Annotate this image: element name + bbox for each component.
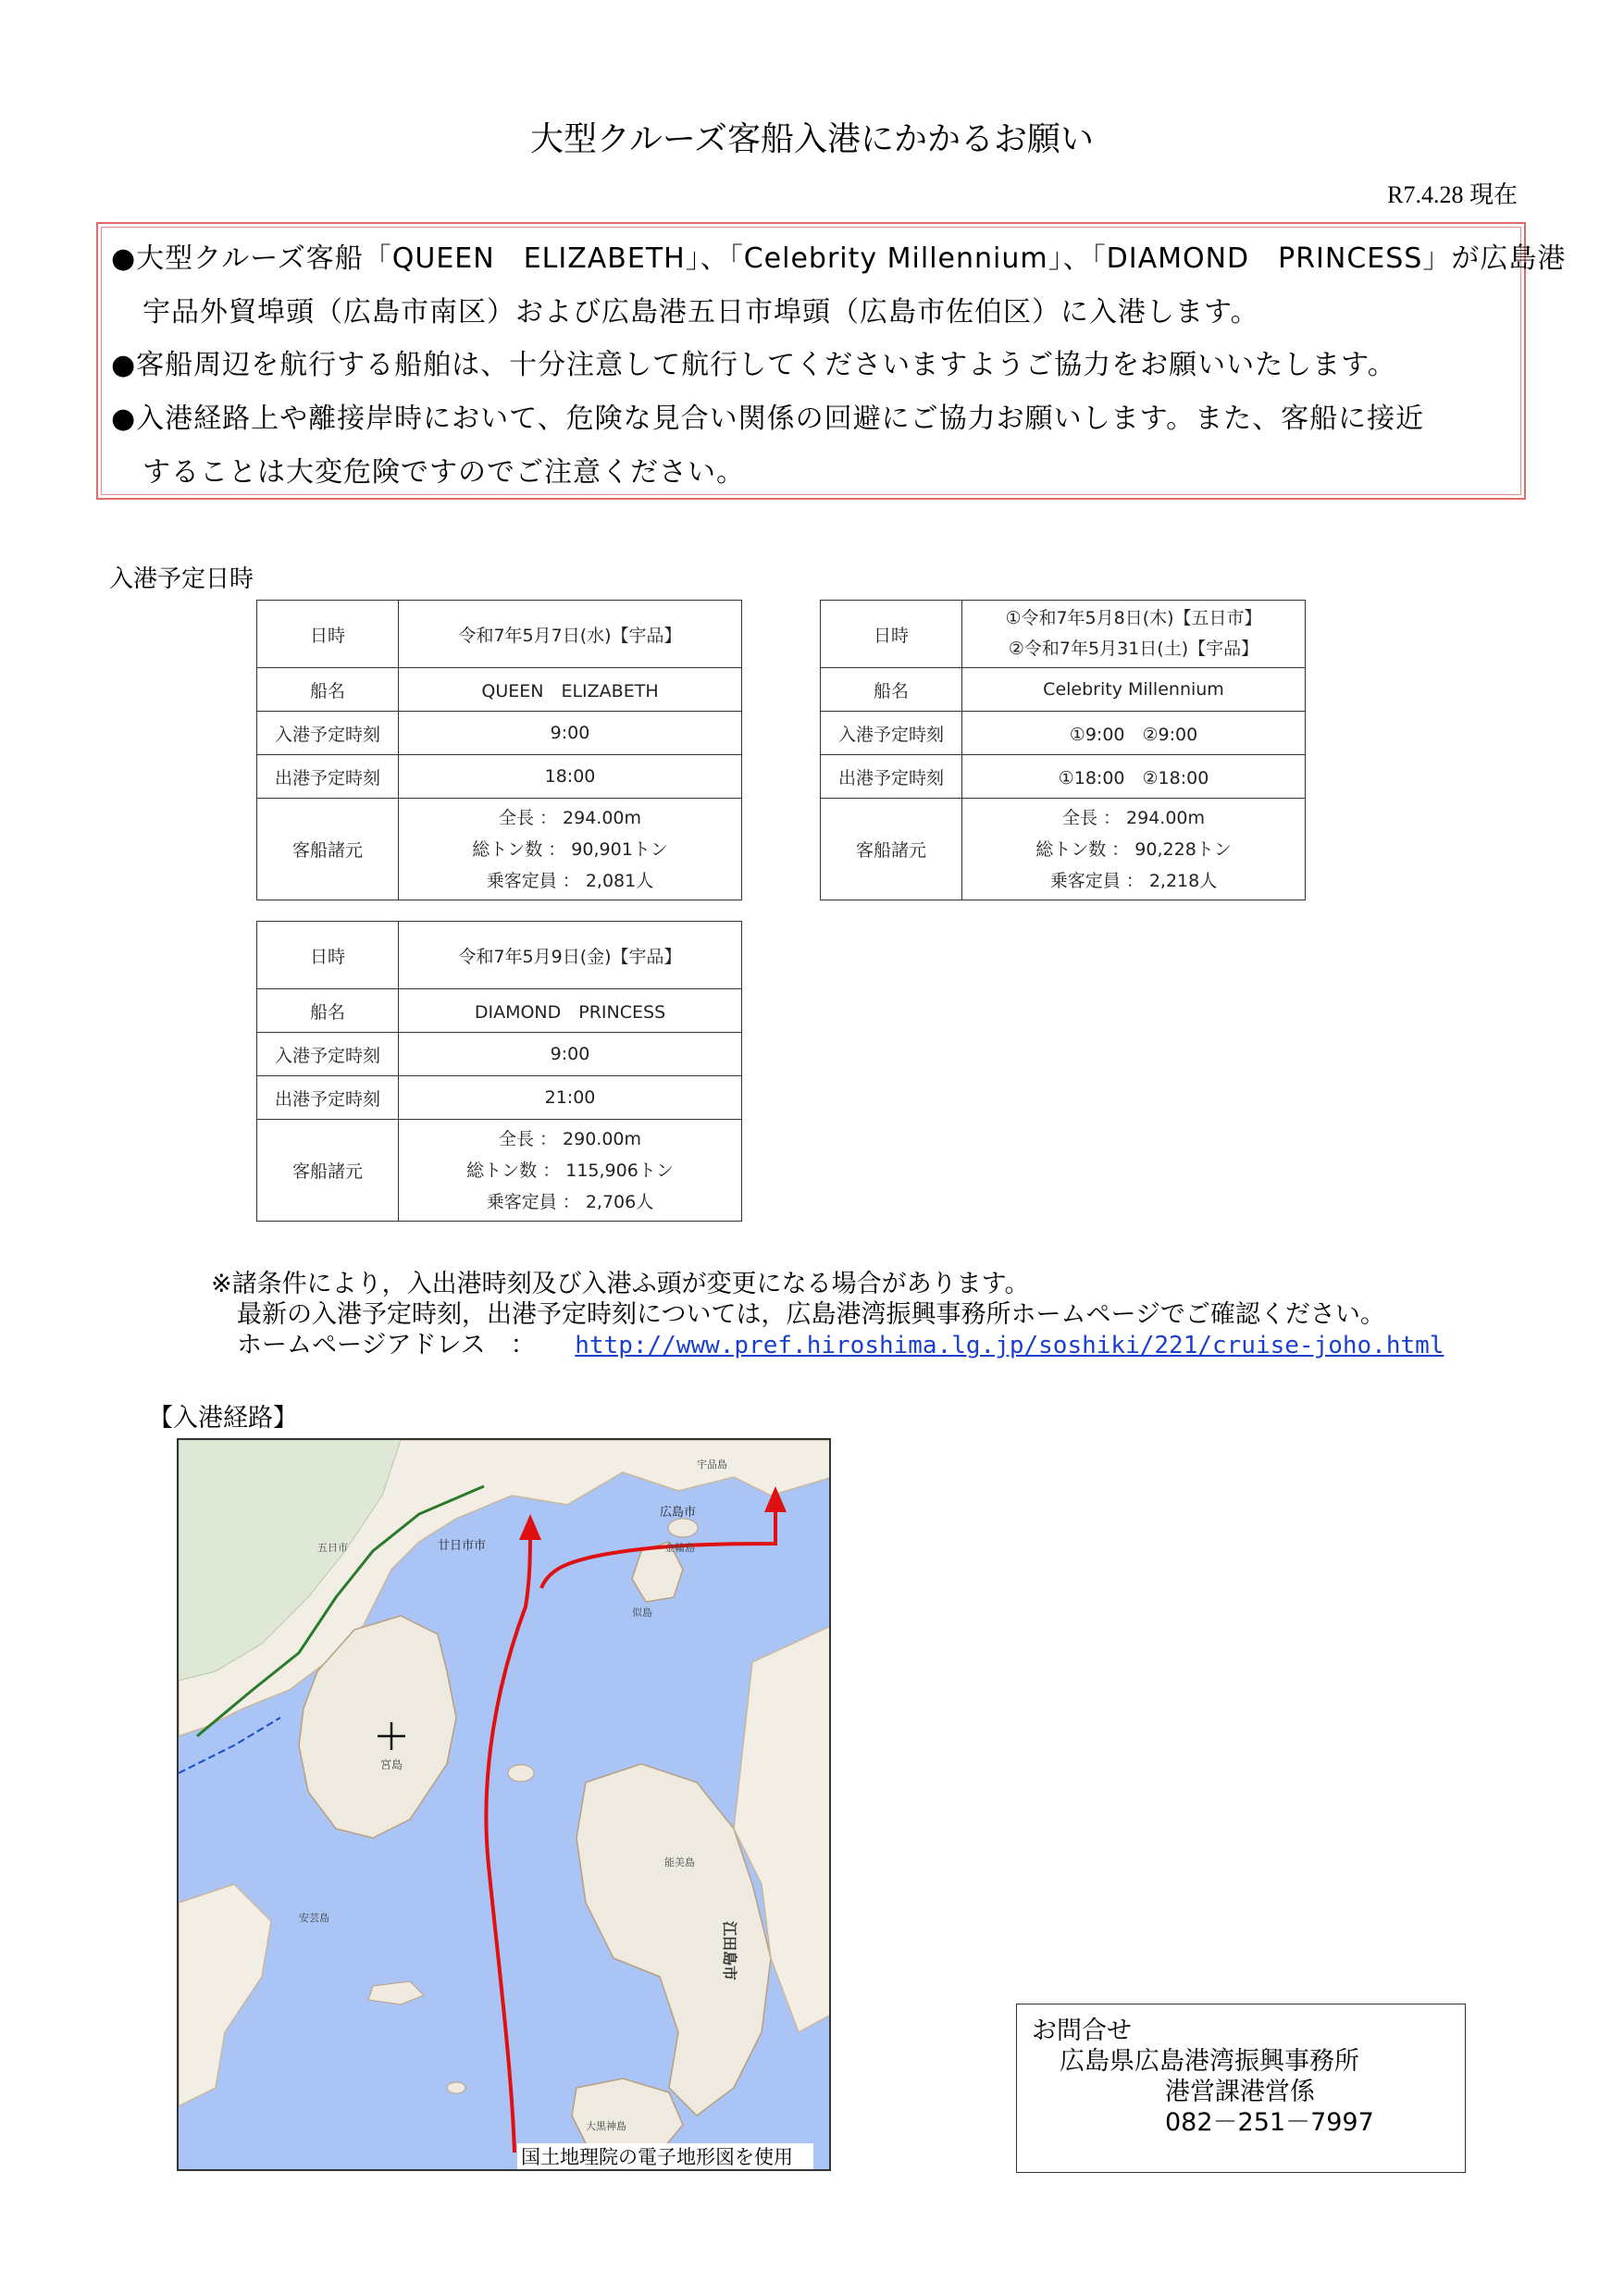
notice-line-4: ●入港経路上や離接岸時において、危険な見合い関係の回避にご協力お願いします。また、客船に接近	[111, 403, 1425, 435]
ship-arrival: ①9:00 ②9:00	[962, 712, 1306, 755]
ship-date: 令和7年5月9日(金)【宇品】	[399, 922, 742, 989]
ship-capacity: 乗客定員 ： 2,706人	[486, 1191, 654, 1212]
notice-line-5: することは大変危険ですのでご注意ください。	[143, 456, 745, 489]
ship-departure: ①18:00 ②18:00	[962, 755, 1306, 799]
ship-date: 令和7年5月7日(水)【宇品】	[399, 601, 742, 668]
ship-date	[962, 601, 1306, 668]
row-label-departure: 出港予定時刻	[257, 755, 399, 799]
ship-specs	[399, 799, 742, 900]
row-label-arrival: 入港予定時刻	[257, 1033, 399, 1076]
note-line-2: 最新の入港予定時刻，出港予定時刻については，広島港湾振興事務所ホームページでご確認ください。	[237, 1300, 1385, 1329]
map-credit: 国土地理院の電子地形図を使用	[521, 2146, 793, 2168]
row-label-ship: 船名	[257, 989, 399, 1033]
ship-date-line-2: ②令和7年5月31日(土)【宇品】	[1008, 639, 1259, 659]
ship-specs	[399, 1120, 742, 1222]
page-title: 大型クルーズ客船入港にかかるお願い	[529, 120, 1095, 158]
schedule-table-diamond-princess	[256, 921, 742, 1222]
as-of-date: R7.4.28 現在	[1387, 181, 1518, 208]
ship-name: Celebrity Millennium	[962, 668, 1306, 712]
ship-length: 全長 ： 294.00m	[498, 807, 642, 828]
ship-departure: 21:00	[399, 1076, 742, 1120]
map-label-yasaka: 安芸島	[299, 1912, 329, 1924]
ship-name: DIAMOND PRINCESS	[399, 989, 742, 1033]
notice-line-2: 宇品外貿埠頭（広島市南区）および広島港五日市埠頭（広島市佐伯区）に入港します。	[143, 296, 1259, 329]
contact-dept: 港営課港営係	[1165, 2078, 1315, 2106]
homepage-label: ホームページアドレス ：	[237, 1331, 536, 1359]
small-island	[508, 1765, 534, 1781]
homepage-link[interactable]: http://www.pref.hiroshima.lg.jp/soshiki/221/cruise-joho.html	[575, 1332, 1444, 1359]
note-line-3	[237, 1324, 1444, 1360]
ship-length: 全長 ： 290.00m	[498, 1128, 642, 1149]
row-label-ship: 船名	[257, 668, 399, 712]
note-line-1: ※諸条件により，入出港時刻及び入港ふ頭が変更になる場合があります。	[211, 1270, 1030, 1298]
row-label-specs: 客船諸元	[821, 799, 962, 900]
schedule-table-queen-elizabeth	[256, 600, 742, 900]
row-label-arrival: 入港予定時刻	[821, 712, 962, 755]
row-label-departure: 出港予定時刻	[257, 1076, 399, 1120]
map-label-hatsukaichi: 廿日市市	[438, 1539, 487, 1553]
map-label-hiroshima: 広島市	[660, 1506, 697, 1520]
contact-box	[1016, 2004, 1466, 2173]
map-label-ujina: 宇品島	[697, 1458, 727, 1471]
route-map-svg	[179, 1440, 831, 2171]
map-label-ogakijima: 大黒神島	[586, 2120, 626, 2132]
ship-arrival: 9:00	[399, 1033, 742, 1076]
small-island	[447, 2082, 465, 2093]
contact-org: 広島県広島港湾振興事務所	[1060, 2047, 1359, 2076]
ship-departure: 18:00	[399, 755, 742, 799]
row-label-date: 日時	[257, 922, 399, 989]
ship-length: 全長 ： 294.00m	[1061, 807, 1206, 828]
row-label-ship: 船名	[821, 668, 962, 712]
map-label-kanawajima: 金輪島	[664, 1542, 695, 1554]
route-label: 【入港経路】	[148, 1404, 298, 1433]
ship-tonnage: 総トン数 ： 115,906トン	[466, 1160, 674, 1181]
contact-phone: 082－251－7997	[1165, 2108, 1374, 2137]
notice-box	[96, 222, 1567, 500]
map-label-itsukaichi: 五日市	[317, 1542, 348, 1554]
kanawajima-island	[668, 1519, 698, 1537]
ship-specs	[962, 799, 1306, 900]
map-label-ninoshima: 似島	[632, 1607, 652, 1619]
contact-heading: お問合せ	[1032, 2017, 1132, 2045]
schedule-table-celebrity-millennium	[820, 600, 1306, 900]
ship-arrival: 9:00	[399, 712, 742, 755]
notice-line-3: ●客船周辺を航行する船舶は、十分注意して航行してくださいますようご協力をお願いいたします。	[111, 349, 1396, 381]
ship-capacity: 乗客定員 ： 2,218人	[1049, 870, 1218, 891]
map-label-miyajima: 宮島	[380, 1758, 403, 1771]
ship-tonnage: 総トン数 ： 90,901トン	[472, 838, 668, 860]
row-label-date: 日時	[821, 601, 962, 668]
map-label-nomi: 能美島	[664, 1856, 695, 1868]
row-label-arrival: 入港予定時刻	[257, 712, 399, 755]
row-label-departure: 出港予定時刻	[821, 755, 962, 799]
ship-name: QUEEN ELIZABETH	[399, 668, 742, 712]
notice-line-1: ●大型クルーズ客船「QUEEN ELIZABETH」、「Celebrity Millennium」、「DIAMOND PRINCESS」が広島港	[111, 242, 1567, 275]
map-label-etajima: 江田島市	[721, 1921, 738, 1981]
row-label-specs: 客船諸元	[257, 1120, 399, 1222]
ship-tonnage: 総トン数 ： 90,228トン	[1035, 838, 1232, 860]
ship-capacity: 乗客定員 ： 2,081人	[486, 870, 654, 891]
ship-date-line-1: ①令和7年5月8日(木)【五日市】	[1005, 608, 1262, 628]
row-label-date: 日時	[257, 601, 399, 668]
route-map	[177, 1438, 831, 2171]
schedule-label: 入港予定日時	[109, 565, 254, 593]
row-label-specs: 客船諸元	[257, 799, 399, 900]
